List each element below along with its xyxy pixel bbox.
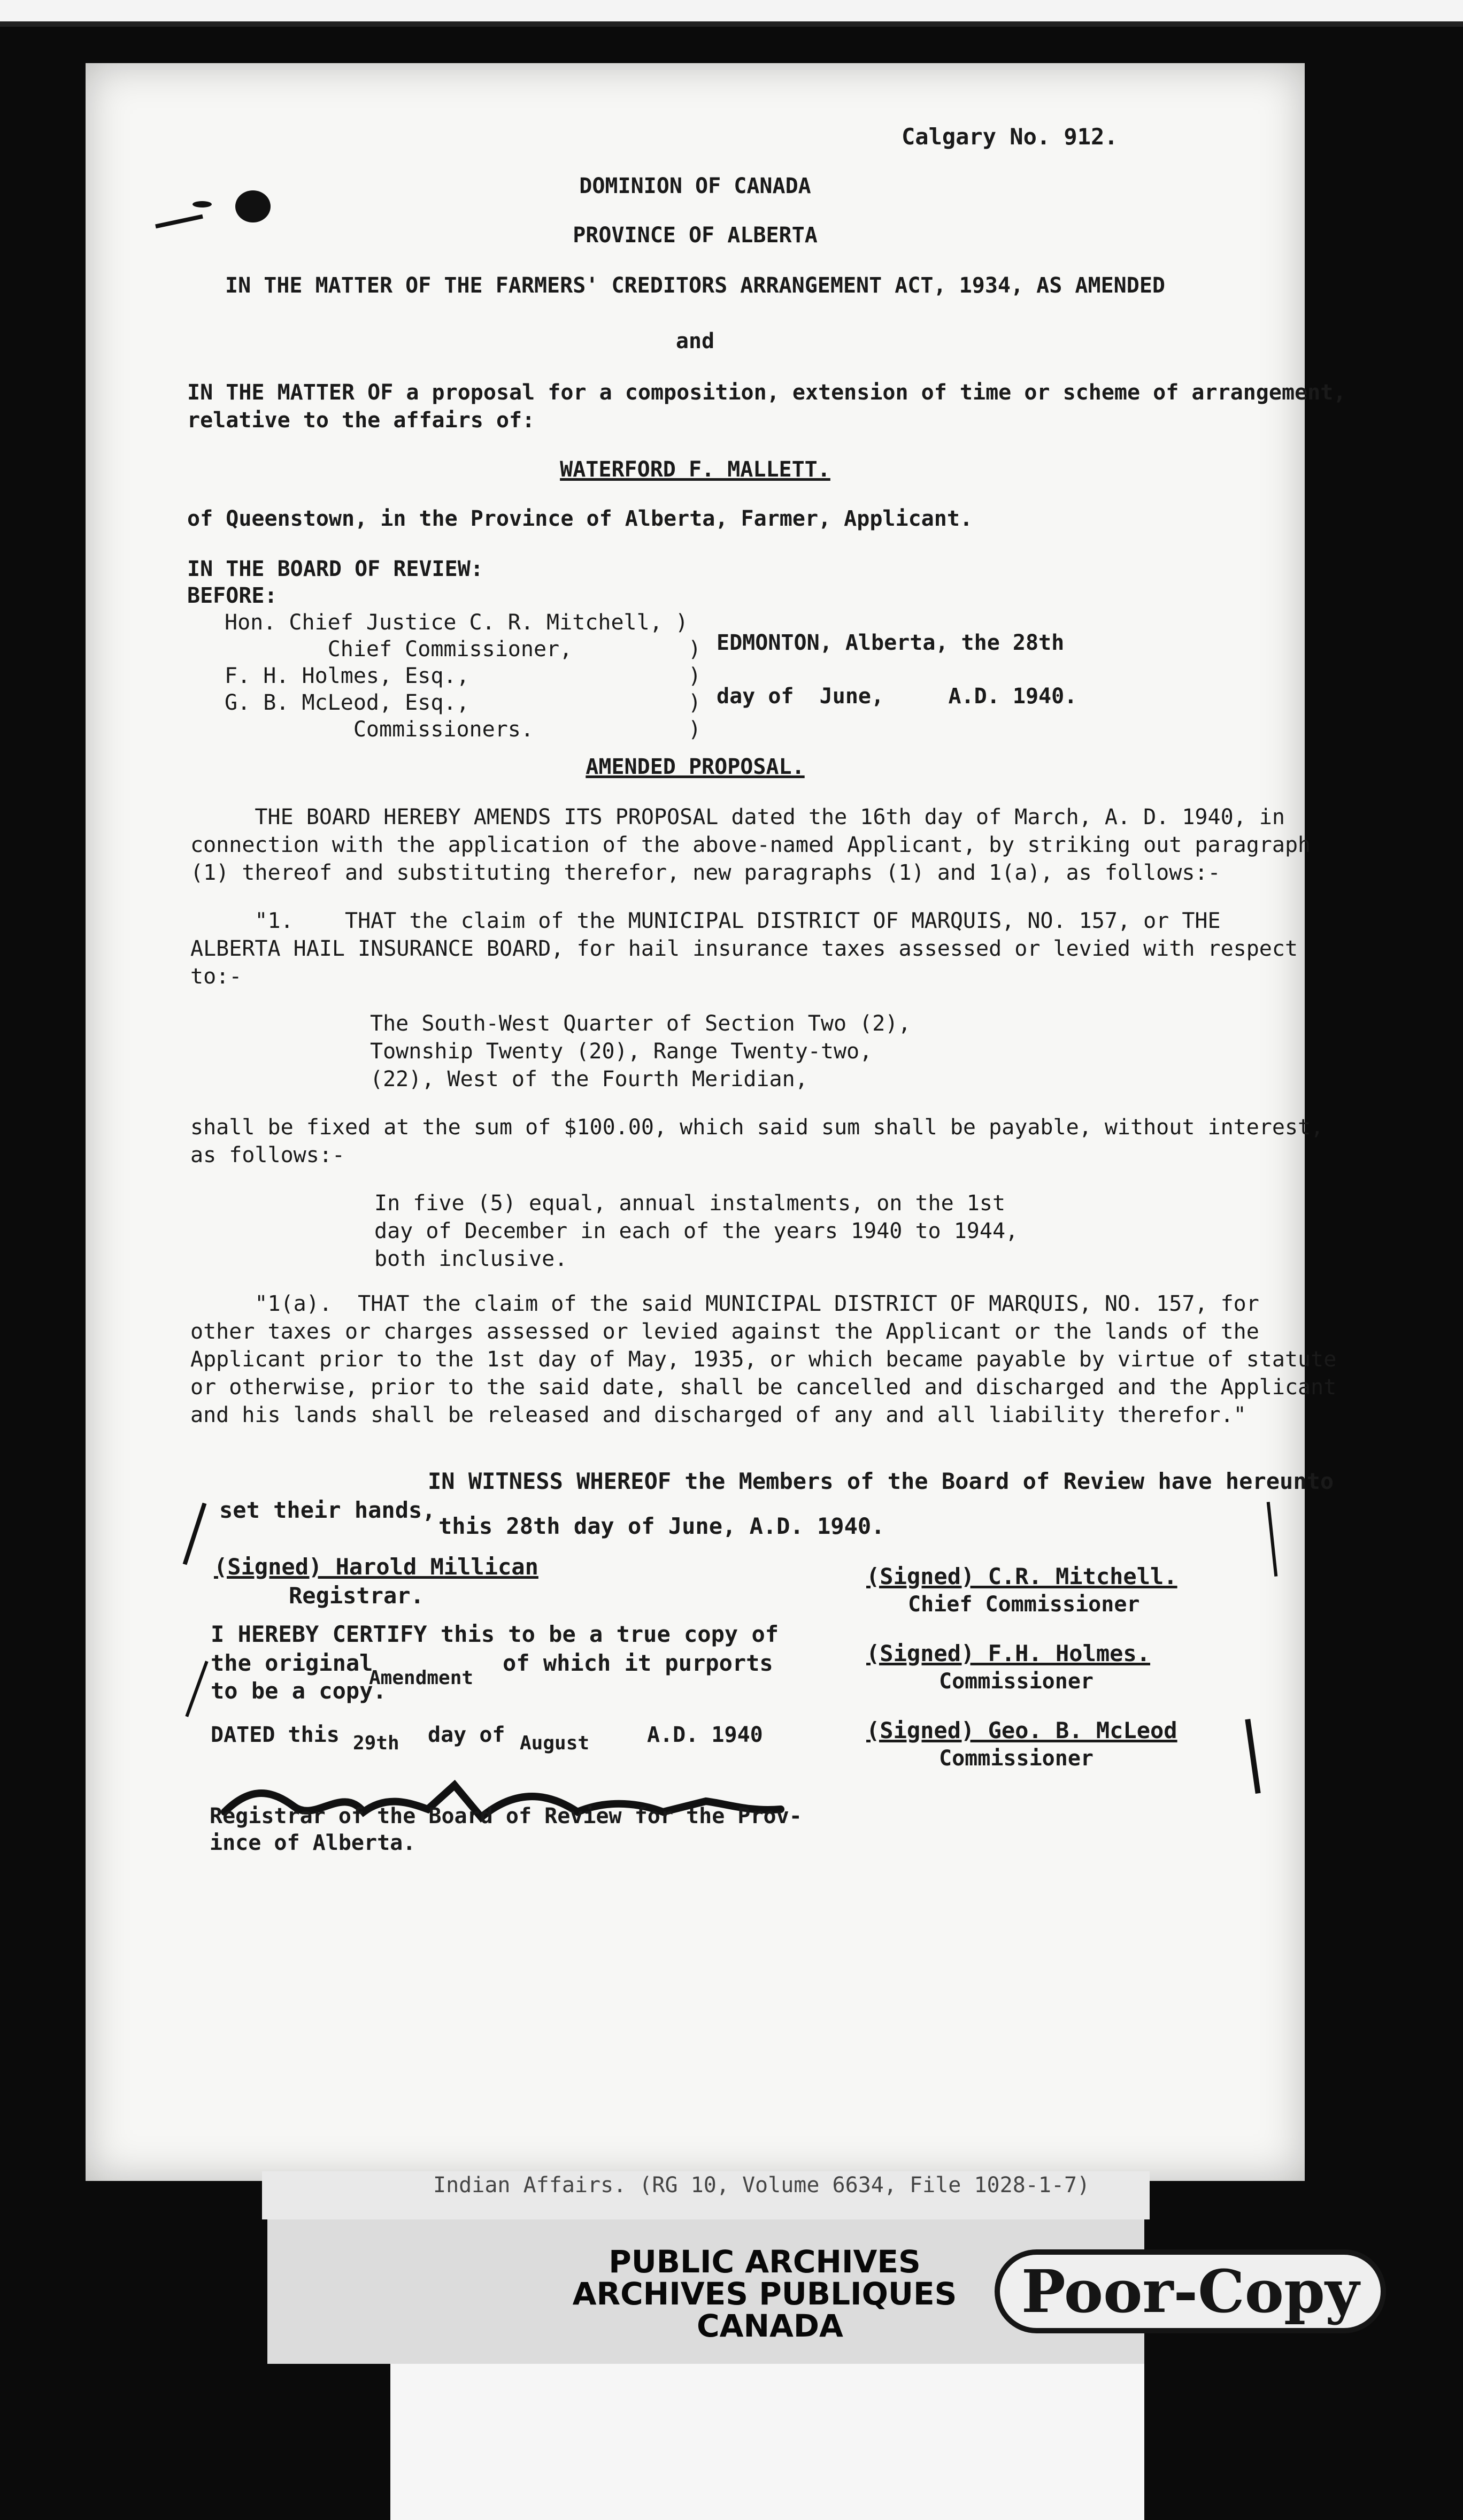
board-member-1-title: Chief Commissioner, ) — [225, 637, 702, 662]
land-description-1: The South-West Quarter of Section Two (2), — [370, 1011, 911, 1036]
instalments-2: day of December in each of the years 1940 to 1944, — [374, 1219, 1019, 1243]
dated-label: DATED this — [211, 1723, 340, 1747]
land-description-2: Township Twenty (20), Range Twenty-two, — [370, 1039, 873, 1064]
paragraph-1-line-1: "1. THAT the claim of the MUNICIPAL DISTRICT OF MARQUIS, NO. 157, or THE — [190, 909, 1221, 933]
certify-line-2c: of which it purports — [503, 1650, 773, 1676]
certify-line-1: I HEREBY CERTIFY this to be a true copy of — [211, 1621, 779, 1647]
witness-line-2b: this 28th day of June, A.D. 1940. — [438, 1513, 885, 1539]
pencil-mark-2 — [185, 1661, 208, 1717]
paragraph-1-line-5: as follows:- — [190, 1143, 345, 1167]
certify-line-3: to be a copy. — [211, 1678, 387, 1704]
registrar-signed: (Signed) Harold Millican — [214, 1554, 538, 1580]
paragraph-1-line-4: shall be fixed at the sum of $100.00, which said sum shall be payable, without interest, — [190, 1115, 1324, 1140]
signature-3-title: Commissioner — [939, 1746, 1094, 1771]
certify-amendment: Amendment — [369, 1667, 474, 1689]
board-member-2: F. H. Holmes, Esq., ) — [225, 664, 702, 688]
dated-day: 29th — [353, 1732, 399, 1754]
intro-line-1: THE BOARD HEREBY AMENDS ITS PROPOSAL dated the 16th day of March, A. D. 1940, in — [190, 805, 1285, 829]
ink-blot-small — [192, 201, 212, 208]
paragraph-1-line-2: ALBERTA HAIL INSURANCE BOARD, for hail insurance taxes assessed or levied with respect — [190, 936, 1298, 961]
paragraph-1-line-3: to:- — [190, 964, 242, 989]
registrar-title: Registrar. — [289, 1582, 424, 1609]
poor-copy-stamp: Poor-Copy — [995, 2249, 1386, 2333]
witness-line-1: IN WITNESS WHEREOF the Members of the Board of Review have hereunto — [428, 1468, 1334, 1494]
place-date-1: EDMONTON, Alberta, the 28th — [717, 631, 1065, 655]
paragraph-1a-line-1: "1(a). THAT the claim of the said MUNICIPAL DISTRICT OF MARQUIS, NO. 157, for — [190, 1292, 1259, 1316]
witness-line-2a: set their hands, — [219, 1497, 436, 1523]
and-heading: and — [675, 329, 715, 354]
archive-stamp-2: ARCHIVES PUBLIQUES — [572, 2276, 957, 2312]
signature-3-name: (Signed) Geo. B. McLeod — [866, 1717, 1177, 1743]
file-number: Calgary No. 912. — [902, 124, 1118, 150]
registrar-line-2: ince of Alberta. — [210, 1831, 416, 1855]
pencil-mark-right — [1267, 1502, 1278, 1577]
paragraph-1a-line-2: other taxes or charges assessed or levied against the Applicant or the lands of the — [190, 1319, 1259, 1344]
place-date-2: day of June, A.D. 1940. — [717, 684, 1077, 709]
applicant-name: WATERFORD F. MALLETT. — [560, 457, 830, 482]
dated-year: A.D. 1940 — [647, 1723, 763, 1747]
intro-line-2: connection with the application of the above-named Applicant, by striking out paragraph — [190, 833, 1311, 857]
scanner-top-line — [0, 21, 1463, 27]
dominion-heading: DOMINION OF CANADA — [579, 174, 811, 198]
instalments-3: both inclusive. — [374, 1247, 568, 1271]
dated-month: August — [520, 1732, 590, 1754]
applicant-description: of Queenstown, in the Province of Alberta, Farmer, Applicant. — [187, 506, 973, 531]
act-heading: IN THE MATTER OF THE FARMERS' CREDITORS ARRANGEMENT ACT, 1934, AS AMENDED — [225, 273, 1165, 298]
document-page — [86, 63, 1346, 2181]
pencil-mark — [183, 1503, 207, 1565]
registrar-line-1: Registrar of the Board of Review for the Prov- — [210, 1804, 802, 1828]
instalments-1: In five (5) equal, annual instalments, on the 1st — [374, 1191, 1006, 1216]
amended-proposal-title: AMENDED PROPOSAL. — [586, 755, 805, 779]
archive-stamp-3: CANADA — [697, 2308, 843, 2344]
signature-1-name: (Signed) C.R. Mitchell. — [866, 1563, 1177, 1589]
signature-2-title: Commissioner — [939, 1669, 1094, 1694]
dated-of: day of — [428, 1723, 505, 1747]
matter-line-1: IN THE MATTER OF a proposal for a composition, extension of time or scheme of arrangement, — [187, 380, 1346, 405]
bottom-paper-strip — [390, 2364, 1144, 2520]
paragraph-1a-line-3: Applicant prior to the 1st day of May, 1935, or which became payable by virtue of statute — [190, 1347, 1337, 1372]
matter-line-2: relative to the affairs of: — [187, 408, 535, 433]
board-heading: IN THE BOARD OF REVIEW: — [187, 557, 483, 581]
archive-stamp-1: PUBLIC ARCHIVES — [609, 2244, 921, 2280]
board-members-title: Commissioners. ) — [225, 717, 702, 742]
signature-2-name: (Signed) F.H. Holmes. — [866, 1640, 1151, 1666]
pencil-mark-3 — [1245, 1719, 1260, 1794]
archive-reference: Indian Affairs. (RG 10, Volume 6634, File 1028-1-7) — [433, 2173, 1090, 2198]
paragraph-1a-line-5: and his lands shall be released and discharged of any and all liability therefor." — [190, 1403, 1246, 1427]
paragraph-1a-line-4: or otherwise, prior to the said date, shall be cancelled and discharged and the Applicant — [190, 1375, 1337, 1400]
province-heading: PROVINCE OF ALBERTA — [573, 223, 818, 248]
board-member-3: G. B. McLeod, Esq., ) — [225, 690, 702, 715]
intro-line-3: (1) thereof and substituting therefor, new paragraphs (1) and 1(a), as follows:- — [190, 861, 1221, 885]
land-description-3: (22), West of the Fourth Meridian, — [370, 1067, 808, 1092]
signature-1-title: Chief Commissioner — [908, 1592, 1140, 1617]
before-heading: BEFORE: — [187, 583, 278, 608]
board-member-1: Hon. Chief Justice C. R. Mitchell, ) — [225, 610, 688, 635]
certify-line-2: the original — [211, 1650, 373, 1676]
